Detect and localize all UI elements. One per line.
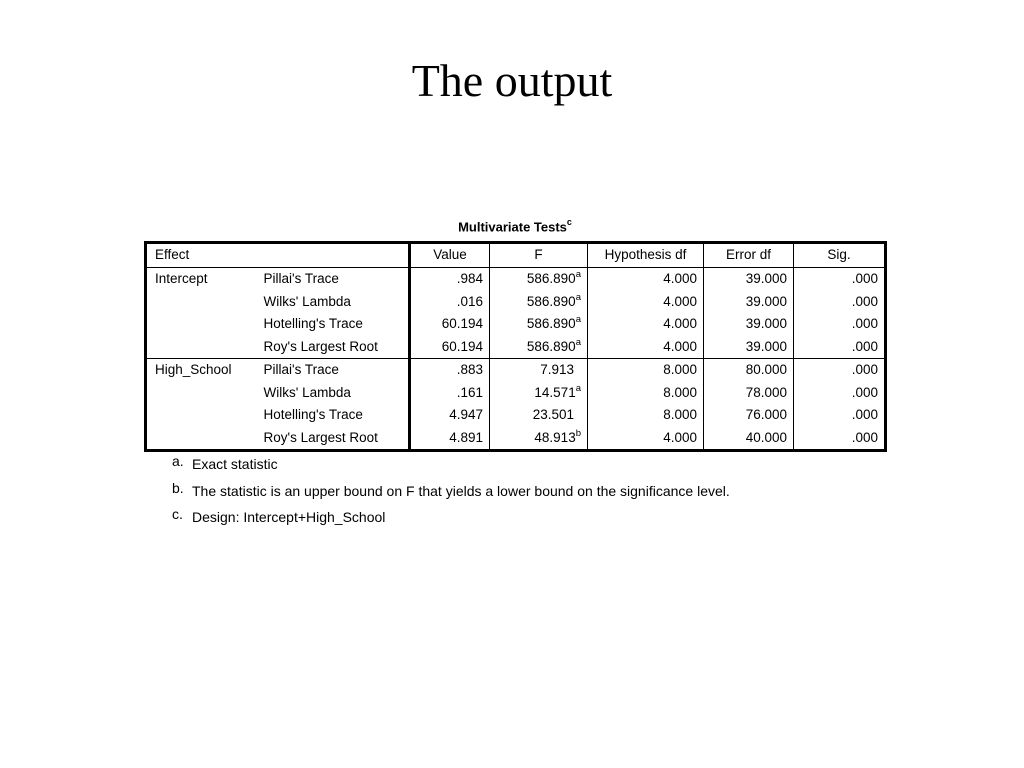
f-value: 23.501 <box>532 407 574 422</box>
footnote-mark: c. <box>172 506 183 522</box>
table-row <box>146 313 886 336</box>
f-value: 586.890 <box>526 271 576 286</box>
f-cell <box>490 291 588 314</box>
error-df-cell: 78.000 <box>704 382 794 405</box>
f-footnote-marker: a <box>575 382 581 394</box>
error-df-cell: 39.000 <box>704 268 794 291</box>
effect-cell: High_School <box>146 359 258 382</box>
header-value: Value <box>410 243 490 268</box>
hypothesis-df-cell: 4.000 <box>588 427 704 451</box>
error-df-cell: 39.000 <box>704 291 794 314</box>
hypothesis-df-cell: 8.000 <box>588 359 704 382</box>
sig-cell: .000 <box>851 293 878 309</box>
f-value: 14.571 <box>534 384 576 400</box>
sig-cell: .000 <box>794 359 886 382</box>
f-cell <box>490 336 588 359</box>
effect-cell <box>146 404 258 427</box>
test-name-cell: Hotelling's Trace <box>258 404 410 427</box>
table-caption <box>0 214 1024 236</box>
f-footnote-marker: a <box>575 291 581 303</box>
error-df-cell: 39.000 <box>704 336 794 359</box>
effect-cell: Intercept <box>155 271 208 286</box>
f-value: 586.890 <box>526 316 576 331</box>
footnote-text: Design: Intercept+High_School <box>192 509 386 525</box>
header-error-df: Error df <box>704 243 794 268</box>
table-row <box>146 382 886 405</box>
f-value: 586.890 <box>526 293 576 309</box>
f-footnote-marker: a <box>575 336 581 348</box>
test-name-cell: Wilks' Lambda <box>258 291 410 314</box>
error-df-cell: 80.000 <box>704 359 794 382</box>
error-df-cell: 76.000 <box>704 404 794 427</box>
test-name-cell: Roy's Largest Root <box>258 427 410 451</box>
table-row <box>146 268 886 291</box>
sig-cell: .000 <box>851 316 878 331</box>
footnote-mark: a. <box>172 453 184 469</box>
table-header-row <box>146 243 886 268</box>
hypothesis-df-cell: 8.000 <box>588 404 704 427</box>
f-footnote-marker: a <box>575 314 581 325</box>
slide-title: The output <box>411 55 613 106</box>
f-footnote-marker: b <box>575 427 581 439</box>
f-value: 7.913 <box>540 362 574 377</box>
table-row <box>146 336 886 359</box>
multivariate-tests-table <box>144 241 887 452</box>
f-cell <box>490 268 588 291</box>
table-caption-text: Multivariate Tests <box>458 219 567 235</box>
f-value: 586.890 <box>526 338 576 354</box>
table-row <box>146 359 886 382</box>
value-cell: .161 <box>410 382 490 405</box>
footnote-text: Exact statistic <box>192 456 278 472</box>
hypothesis-df-cell: 4.000 <box>588 291 704 314</box>
effect-cell <box>146 427 258 451</box>
test-name-cell: Pillai's Trace <box>258 359 410 382</box>
table-row <box>146 427 886 451</box>
header-effect: Effect <box>146 243 410 268</box>
sig-cell: .000 <box>851 271 878 286</box>
value-cell: 4.891 <box>410 427 490 451</box>
effect-cell <box>146 291 258 314</box>
value-cell: 60.194 <box>410 313 490 336</box>
sig-cell: .000 <box>851 384 878 400</box>
header-f: F <box>490 243 588 268</box>
table-row <box>146 404 886 427</box>
f-footnote-marker: a <box>575 269 581 280</box>
sig-cell: .000 <box>851 429 878 445</box>
header-hypothesis-df: Hypothesis df <box>588 243 704 268</box>
sig-cell: .000 <box>851 338 878 354</box>
f-value: 48.913 <box>534 429 576 445</box>
effect-cell <box>146 382 258 405</box>
test-name-cell: Pillai's Trace <box>258 268 410 291</box>
test-name-cell: Hotelling's Trace <box>258 313 410 336</box>
f-cell <box>490 313 588 336</box>
footnote-mark: b. <box>172 479 184 496</box>
value-cell: 60.194 <box>410 336 490 359</box>
hypothesis-df-cell: 8.000 <box>588 382 704 405</box>
table-caption-marker: c <box>566 217 572 227</box>
effect-cell <box>146 313 258 336</box>
f-cell <box>490 427 588 451</box>
f-cell <box>490 359 588 382</box>
value-cell: .016 <box>410 291 490 314</box>
footnote-text: The statistic is an upper bound on F that yields a lower bound on the significance level. <box>192 482 730 499</box>
test-name-cell: Wilks' Lambda <box>258 382 410 405</box>
effect-cell <box>146 336 258 359</box>
table-body <box>146 268 886 451</box>
test-name-cell: Roy's Largest Root <box>258 336 410 359</box>
error-df-cell: 40.000 <box>704 427 794 451</box>
error-df-cell: 39.000 <box>704 313 794 336</box>
sig-cell: .000 <box>851 407 878 422</box>
value-cell: .883 <box>410 359 490 382</box>
f-cell <box>490 382 588 405</box>
table-row <box>146 291 886 314</box>
f-cell <box>490 404 588 427</box>
hypothesis-df-cell: 4.000 <box>588 336 704 359</box>
hypothesis-df-cell: 4.000 <box>588 313 704 336</box>
header-sig: Sig. <box>794 243 886 268</box>
hypothesis-df-cell: 4.000 <box>588 268 704 291</box>
value-cell: 4.947 <box>410 404 490 427</box>
value-cell: .984 <box>410 268 490 291</box>
